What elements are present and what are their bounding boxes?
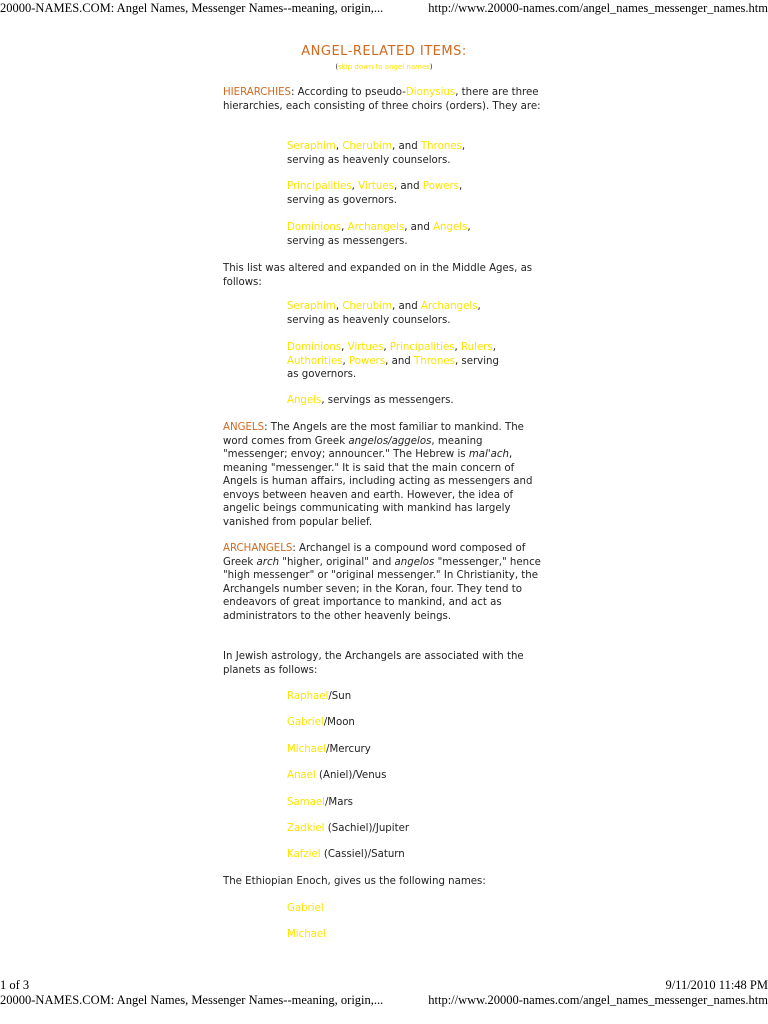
planet-item bbox=[287, 796, 557, 810]
sep: , bbox=[492, 342, 496, 353]
angels-italic: angelos/aggelos bbox=[348, 435, 432, 447]
sep: , bbox=[341, 342, 348, 353]
sep: , bbox=[351, 181, 359, 192]
planet-text: (Aniel)/Venus bbox=[315, 770, 387, 781]
sep: , and bbox=[393, 181, 423, 192]
hierarchy-desc: serving as messengers. bbox=[287, 235, 408, 247]
angels-italic: mal'ach bbox=[468, 449, 509, 460]
planet-item bbox=[287, 743, 557, 757]
archangels-label: ARCHANGELS bbox=[223, 543, 293, 554]
page-title: ANGEL-RELATED ITEMS: bbox=[301, 44, 467, 59]
planet-item bbox=[287, 690, 557, 704]
planet-text: /Mars bbox=[324, 797, 353, 808]
sep: , bbox=[383, 342, 390, 353]
planet-item bbox=[287, 848, 557, 862]
sep: , and bbox=[392, 141, 421, 152]
planet-item bbox=[287, 822, 557, 836]
hierarchies-paragraph bbox=[223, 86, 553, 113]
powers-link[interactable]: Powers bbox=[422, 181, 459, 192]
middle-ages-desc: serving as heavenly counselors. bbox=[287, 314, 451, 326]
sep: , bbox=[454, 342, 462, 353]
cherubim-link[interactable]: Cherubim bbox=[342, 301, 393, 312]
archangels-italic: arch bbox=[256, 556, 280, 568]
authorities-link[interactable]: Authorities bbox=[287, 355, 343, 367]
angels-label: ANGELS bbox=[223, 422, 265, 433]
sep: , bbox=[341, 222, 348, 233]
archangel-name-link[interactable]: Samael bbox=[287, 797, 325, 808]
hierarchies-label: HIERARCHIES bbox=[223, 87, 291, 98]
hierarchies-text-1: : According to pseudo- bbox=[291, 87, 406, 98]
middle-ages-item-2 bbox=[287, 341, 527, 382]
sep: , bbox=[458, 181, 463, 192]
virtues-link[interactable]: Virtues bbox=[347, 342, 384, 353]
sep: , bbox=[467, 222, 471, 233]
paren-open: ( bbox=[335, 63, 339, 71]
sep: , and bbox=[392, 301, 421, 312]
sep: , bbox=[335, 301, 343, 312]
thrones-link[interactable]: Thrones bbox=[414, 355, 455, 367]
planet-item bbox=[287, 716, 557, 730]
archangel-name-link[interactable]: Michael bbox=[287, 744, 327, 755]
dominions-link[interactable]: Dominions bbox=[287, 342, 342, 353]
cherubim-link[interactable]: Cherubim bbox=[342, 141, 393, 152]
hierarchy-item-1 bbox=[287, 140, 557, 167]
page-footer-title: 20000-NAMES.COM: Angel Names, Messenger Names--meaning, origin,... bbox=[0, 993, 384, 1007]
sep: , bbox=[461, 141, 466, 152]
archangel-name-link[interactable]: Anael bbox=[287, 770, 316, 781]
enoch-paragraph: The Ethiopian Enoch, gives us the following names: bbox=[223, 876, 486, 887]
middle-ages-item-3 bbox=[287, 394, 557, 408]
planet-text: /Moon bbox=[323, 717, 355, 728]
enoch-name bbox=[287, 902, 557, 916]
middle-ages-desc: as governors. bbox=[287, 369, 357, 380]
archangels-italic: angelos bbox=[394, 556, 435, 568]
middle-ages-desc: , servings as messengers. bbox=[321, 395, 454, 406]
sep: , serving bbox=[454, 355, 499, 367]
virtues-link[interactable]: Virtues bbox=[358, 181, 394, 192]
altered-paragraph: This list was altered and expanded on in the Middle Ages, as follows: bbox=[223, 263, 533, 288]
archangels-text: : Archangel is a compound word composed of Greek bbox=[223, 543, 526, 568]
planet-text: (Cassiel)/Saturn bbox=[320, 849, 405, 860]
principalities-link[interactable]: Principalities bbox=[389, 342, 455, 353]
sep: , and bbox=[385, 355, 415, 367]
sep: , bbox=[335, 141, 343, 152]
print-datetime: 9/11/2010 11:48 PM bbox=[665, 978, 768, 992]
hierarchy-desc: serving as heavenly counselors. bbox=[287, 154, 451, 166]
angels-text: , meaning "messenger; envoy; announcer." The Hebrew is bbox=[223, 435, 483, 460]
planet-item bbox=[287, 769, 557, 783]
angels-text: , meaning "messenger." It is said that the main concern of Angels is human affairs, including acting as messengers and envoys between heaven and earth. However, the idea of angelic beings communicating with mankind has largely vanished from popular belief. bbox=[223, 449, 533, 528]
dominions-link[interactable]: Dominions bbox=[287, 222, 342, 233]
enoch-name bbox=[287, 928, 557, 942]
principalities-link[interactable]: Principalities bbox=[287, 181, 352, 192]
angels-link[interactable]: Angels bbox=[287, 395, 322, 406]
sep: , and bbox=[404, 222, 434, 233]
archangels-text: "higher, original" and bbox=[279, 556, 395, 568]
michael-link[interactable]: Michael bbox=[287, 929, 327, 940]
gabriel-link[interactable]: Gabriel bbox=[287, 903, 324, 914]
hierarchy-item-2 bbox=[287, 180, 557, 207]
archangel-name-link[interactable]: Raphael bbox=[287, 691, 329, 702]
angels-paragraph bbox=[223, 421, 548, 529]
sep: , bbox=[477, 301, 481, 312]
angels-text: : The Angels are the most familiar to mankind. The word comes from Greek bbox=[223, 422, 524, 447]
hierarchy-item-3 bbox=[287, 221, 557, 248]
hierarchies-text-2: , there are three hierarchies, each consisting of three choirs (orders). They are: bbox=[223, 87, 541, 112]
thrones-link[interactable]: Thrones bbox=[420, 141, 462, 152]
middle-ages-item-1 bbox=[287, 300, 557, 327]
angels-link[interactable]: Angels bbox=[433, 222, 468, 233]
seraphim-link[interactable]: Seraphim bbox=[287, 141, 336, 152]
paren-close: ) bbox=[429, 63, 433, 71]
archangel-name-link[interactable]: Zadkiel bbox=[287, 823, 325, 834]
planet-text: /Mercury bbox=[326, 744, 371, 755]
archangels-text: "messenger," hence "high messenger" or "original messenger." In Christianity, the Archangels number seven; in the Koran, four. They tend to endeavors of great importance to mankind, and act as administrators to the other heavenly beings. bbox=[223, 556, 541, 622]
archangels-link[interactable]: Archangels bbox=[420, 301, 478, 312]
page-header-title: 20000-NAMES.COM: Angel Names, Messenger Names--meaning, origin,... bbox=[0, 1, 384, 15]
rulers-link[interactable]: Rulers bbox=[461, 342, 493, 353]
seraphim-link[interactable]: Seraphim bbox=[287, 301, 336, 312]
archangels-link[interactable]: Archangels bbox=[347, 222, 405, 233]
sep: , bbox=[342, 355, 350, 367]
page-header-url: http://www.20000-names.com/angel_names_messenger_names.htm bbox=[428, 1, 768, 15]
astrology-paragraph: In Jewish astrology, the Archangels are associated with the planets as follows: bbox=[223, 651, 524, 676]
archangels-paragraph bbox=[223, 542, 548, 623]
planet-text: (Sachiel)/Jupiter bbox=[324, 823, 410, 834]
dionysius-link[interactable]: Dionysius bbox=[405, 87, 456, 98]
hierarchy-desc: serving as governors. bbox=[287, 194, 398, 206]
planet-text: /Sun bbox=[328, 691, 352, 702]
skip-down-link[interactable]: skip down to angel names bbox=[338, 63, 430, 71]
archangel-name-link[interactable]: Kafziel bbox=[287, 849, 321, 860]
powers-link[interactable]: Powers bbox=[349, 355, 386, 367]
page-footer-url: http://www.20000-names.com/angel_names_messenger_names.htm bbox=[428, 993, 768, 1007]
skip-link-line bbox=[0, 63, 768, 71]
page-number: 1 of 3 bbox=[0, 978, 30, 992]
archangel-name-link[interactable]: Gabriel bbox=[287, 717, 324, 728]
